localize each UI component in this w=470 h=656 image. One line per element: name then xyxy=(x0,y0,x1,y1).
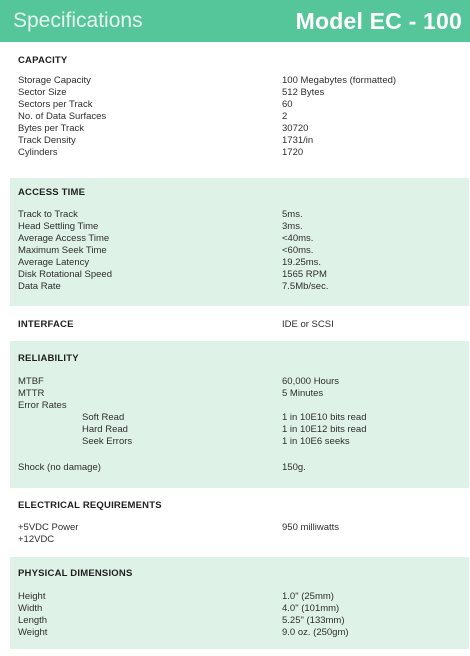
spec-value: <40ms. xyxy=(282,233,314,244)
capacity-section xyxy=(10,42,469,171)
spec-value: 950 milliwatts xyxy=(282,522,340,533)
spec-row xyxy=(10,209,469,221)
spec-label: +5VDC Power xyxy=(18,522,79,533)
spec-label: Head Settling Time xyxy=(18,221,99,232)
spec-value: 30720 xyxy=(282,123,309,134)
interface-section xyxy=(10,307,469,341)
spec-label: Track Density xyxy=(18,135,76,146)
model-title: Model EC - 100 xyxy=(295,7,462,34)
header-bar xyxy=(0,0,470,42)
spec-value: 5 Minutes xyxy=(282,388,324,399)
spec-label: Seek Errors xyxy=(82,436,133,447)
spec-label: Maximum Seek Time xyxy=(18,245,107,256)
spec-row xyxy=(10,534,469,546)
spec-value: 512 Bytes xyxy=(282,87,325,98)
spec-label: No. of Data Surfaces xyxy=(18,111,107,122)
spec-value: 5.25" (133mm) xyxy=(282,615,345,626)
spec-value: 4.0" (101mm) xyxy=(282,603,340,614)
spec-label: Disk Rotational Speed xyxy=(18,269,112,280)
spec-row xyxy=(10,436,469,448)
spec-row xyxy=(10,591,469,603)
interface-value: IDE or SCSI xyxy=(282,319,334,330)
access-time-heading: ACCESS TIME xyxy=(18,187,86,198)
spec-value: 5ms. xyxy=(282,209,303,220)
spec-value: 1 in 10E12 bits read xyxy=(282,424,367,435)
spec-row xyxy=(10,462,469,474)
spec-label: Weight xyxy=(18,627,48,638)
spec-value: 150g. xyxy=(282,462,306,473)
physical-section xyxy=(10,557,469,649)
spec-label: MTTR xyxy=(18,388,45,399)
spec-row xyxy=(10,281,469,293)
spec-label: Data Rate xyxy=(18,281,61,292)
spec-row xyxy=(10,412,469,424)
spec-label: Average Latency xyxy=(18,257,90,268)
spec-label: MTBF xyxy=(18,376,44,387)
spec-label: Width xyxy=(18,603,43,614)
spec-label: Track to Track xyxy=(18,209,78,220)
spec-row xyxy=(10,627,469,639)
spec-value: 1.0" (25mm) xyxy=(282,591,334,602)
electrical-heading: ELECTRICAL REQUIREMENTS xyxy=(18,500,162,511)
spec-row xyxy=(10,75,469,87)
spec-row xyxy=(10,522,469,534)
spec-label: +12VDC xyxy=(18,534,55,545)
spec-label: Length xyxy=(18,615,48,626)
spec-row xyxy=(10,400,469,412)
spec-row xyxy=(10,603,469,615)
spec-row xyxy=(10,221,469,233)
spec-label: Bytes per Track xyxy=(18,123,84,134)
spec-label: Height xyxy=(18,591,46,602)
spec-label: Shock (no damage) xyxy=(18,462,101,473)
page-title: Specifications xyxy=(13,9,143,32)
electrical-section xyxy=(10,488,469,554)
spec-label: Sector Size xyxy=(18,87,67,98)
spec-row xyxy=(10,257,469,269)
access-time-section xyxy=(10,178,469,306)
spec-row xyxy=(10,376,469,388)
spec-row xyxy=(10,245,469,257)
spec-value: 2 xyxy=(282,111,288,122)
spec-label: Sectors per Track xyxy=(18,99,93,110)
spec-label: Hard Read xyxy=(82,424,128,435)
spec-value: <60ms. xyxy=(282,245,314,256)
spec-value: 60 xyxy=(282,99,293,110)
spec-value: 100 Megabytes (formatted) xyxy=(282,75,397,86)
spec-value: 1 in 10E10 bits read xyxy=(282,412,367,423)
spec-row xyxy=(10,424,469,436)
spec-value: 1 in 10E6 seeks xyxy=(282,436,350,447)
spec-value: 1720 xyxy=(282,147,304,158)
reliability-heading: RELIABILITY xyxy=(18,353,79,364)
spec-row xyxy=(10,87,469,99)
spec-row xyxy=(10,233,469,245)
spec-label: Soft Read xyxy=(82,412,125,423)
spec-row xyxy=(10,615,469,627)
spec-label: Storage Capacity xyxy=(18,75,91,86)
spec-value: 7.5Mb/sec. xyxy=(282,281,329,292)
spec-value: 9.0 oz. (250gm) xyxy=(282,627,349,638)
spec-value: 60,000 Hours xyxy=(282,376,340,387)
spec-label: Cylinders xyxy=(18,147,58,158)
spec-row xyxy=(10,147,469,159)
spec-row xyxy=(10,388,469,400)
spec-label: Error Rates xyxy=(18,400,67,411)
capacity-heading: CAPACITY xyxy=(18,55,68,66)
interface-heading: INTERFACE xyxy=(18,319,74,330)
spec-value: 3ms. xyxy=(282,221,303,232)
reliability-section xyxy=(10,341,469,488)
spec-value: 1565 RPM xyxy=(282,269,327,280)
spec-row xyxy=(10,269,469,281)
spec-value: 19.25ms. xyxy=(282,257,322,268)
physical-heading: PHYSICAL DIMENSIONS xyxy=(18,568,133,579)
spec-row xyxy=(10,135,469,147)
spec-row xyxy=(10,123,469,135)
spec-value: 1731/in xyxy=(282,135,314,146)
spec-row xyxy=(10,99,469,111)
spec-row xyxy=(10,111,469,123)
spec-label: Average Access Time xyxy=(18,233,110,244)
